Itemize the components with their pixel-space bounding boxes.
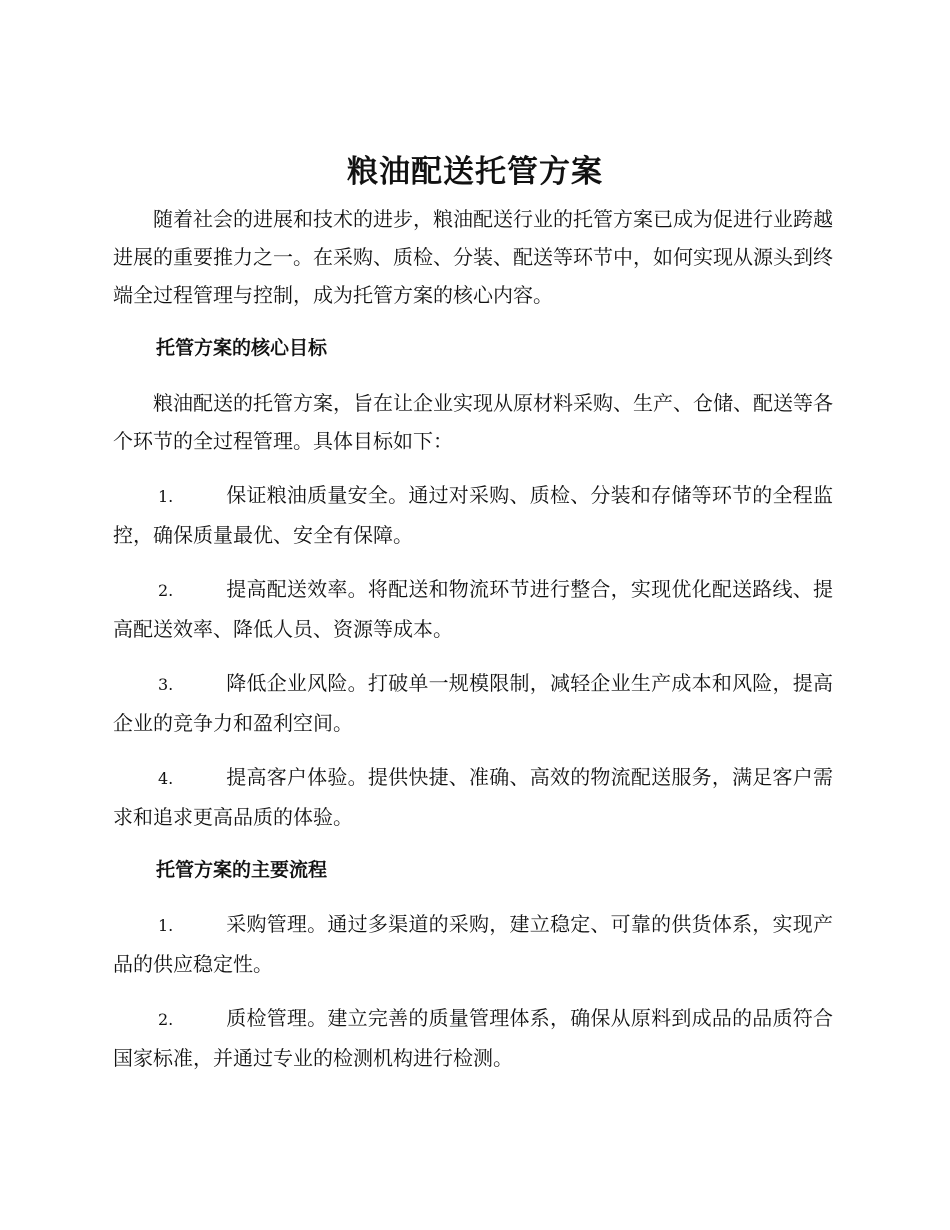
list-item-number: 2. — [158, 581, 174, 600]
document-title: 粮油配送托管方案 — [347, 154, 603, 190]
intro-paragraph: 随着社会的进展和技术的进步，粮油配送行业的托管方案已成为促进行业跨越进展的重要推力之一。在采购、质检、分装、配送等环节中，如何实现从源头到终端全过程管理与控制，成为托管方案的核心内容。 — [113, 207, 833, 307]
list-item — [113, 999, 833, 1077]
list-item-number: 1. — [158, 916, 174, 935]
list-item-text: 提高客户体验。提供快捷、准确、高效的物流配送服务，满足客户需求和追求更高品质的体验。 — [113, 765, 833, 829]
list-item-number: 1. — [158, 487, 174, 506]
list-item-text: 提高配送效率。将配送和物流环节进行整合，实现优化配送路线、提高配送效率、降低人员、资源等成本。 — [113, 577, 833, 641]
list-item-text: 降低企业风险。打破单一规模限制，减轻企业生产成本和风险，提高企业的竞争力和盈利空间。 — [113, 671, 833, 735]
list-item-number: 2. — [158, 1010, 174, 1029]
list-item-number: 3. — [158, 675, 174, 694]
list-item — [113, 664, 833, 742]
list-item-text: 采购管理。通过多渠道的采购，建立稳定、可靠的供货体系，实现产品的供应稳定性。 — [113, 912, 833, 976]
section-heading-main-process: 托管方案的主要流程 — [156, 859, 328, 881]
list-item-number: 4. — [158, 769, 174, 788]
list-item — [113, 905, 833, 983]
list-item-text: 质检管理。建立完善的质量管理体系，确保从原料到成品的品质符合国家标准，并通过专业的检测机构进行检测。 — [113, 1006, 833, 1070]
list-item — [113, 476, 833, 554]
list-item — [113, 758, 833, 836]
core-goals-paragraph: 粮油配送的托管方案，旨在让企业实现从原材料采购、生产、仓储、配送等各个环节的全过程管理。具体目标如下： — [113, 391, 833, 453]
document-body — [113, 200, 833, 1077]
list-item-text: 保证粮油质量安全。通过对采购、质检、分装和存储等环节的全程监控，确保质量最优、安全有保障。 — [113, 483, 833, 547]
list-item — [113, 570, 833, 648]
section-heading-core-goals: 托管方案的核心目标 — [156, 337, 328, 359]
